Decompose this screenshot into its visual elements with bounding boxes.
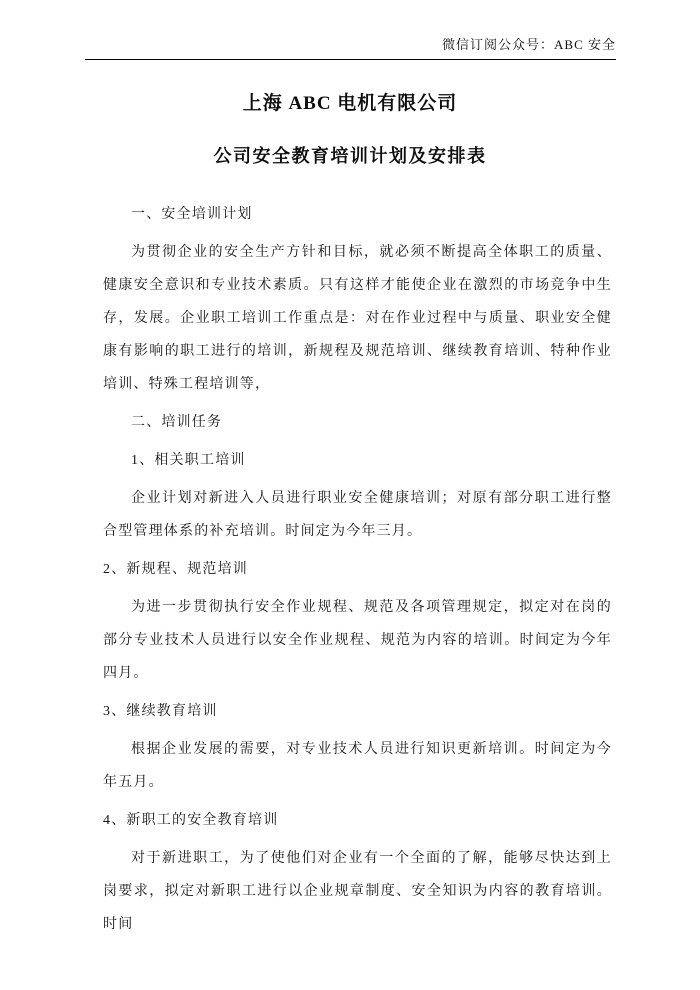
page-subtitle: 公司安全教育培训计划及安排表 (213, 146, 487, 166)
section-heading: 一、安全培训计划 (131, 207, 253, 222)
page-header (85, 34, 616, 60)
page-title: 上海 ABC 电机有限公司 (242, 93, 458, 114)
paragraph: 为贯彻企业的安全生产方针和目标，就必须不断提高全体职工的质量、健康安全意识和专业技术素质。只有这样才能使企业在激烈的市场竞争中生存，发展。企业职工培训工作重点是：对在作业过程中与质量、职业安全健康有影响的职工进行的培训，新规程及规范培训、继续教育培训、特种作业培训、特殊工程培训等， (103, 245, 612, 392)
paragraph: 对于新进职工，为了使他们对企业有一个全面的了解，能够尽快达到上岗要求，拟定对新职工进行以企业规章制度、安全知识为内容的教育培训。时间 (103, 851, 612, 932)
list-item-heading: 4、新职工的安全教育培训 (103, 813, 279, 828)
paragraph: 根据企业发展的需要，对专业技术人员进行知识更新培训。时间定为今年五月。 (103, 742, 612, 790)
header-note: 微信订阅公众号：ABC 安全 (442, 37, 616, 52)
list-item-heading: 1、相关职工培训 (131, 453, 246, 468)
document-body (103, 198, 612, 946)
paragraph: 为进一步贯彻执行安全作业规程、规范及各项管理规定，拟定对在岗的部分专业技术人员进行以安全作业规程、规范为内容的培训。时间定为今年四月。 (103, 600, 612, 681)
list-item-heading: 3、继续教育培训 (103, 704, 218, 719)
paragraph: 企业计划对新进入人员进行职业安全健康培训；对原有部分职工进行整合型管理体系的补充培训。时间定为今年三月。 (103, 491, 612, 539)
list-item-heading: 2、新规程、规范培训 (103, 562, 248, 577)
section-heading: 二、培训任务 (131, 415, 223, 430)
